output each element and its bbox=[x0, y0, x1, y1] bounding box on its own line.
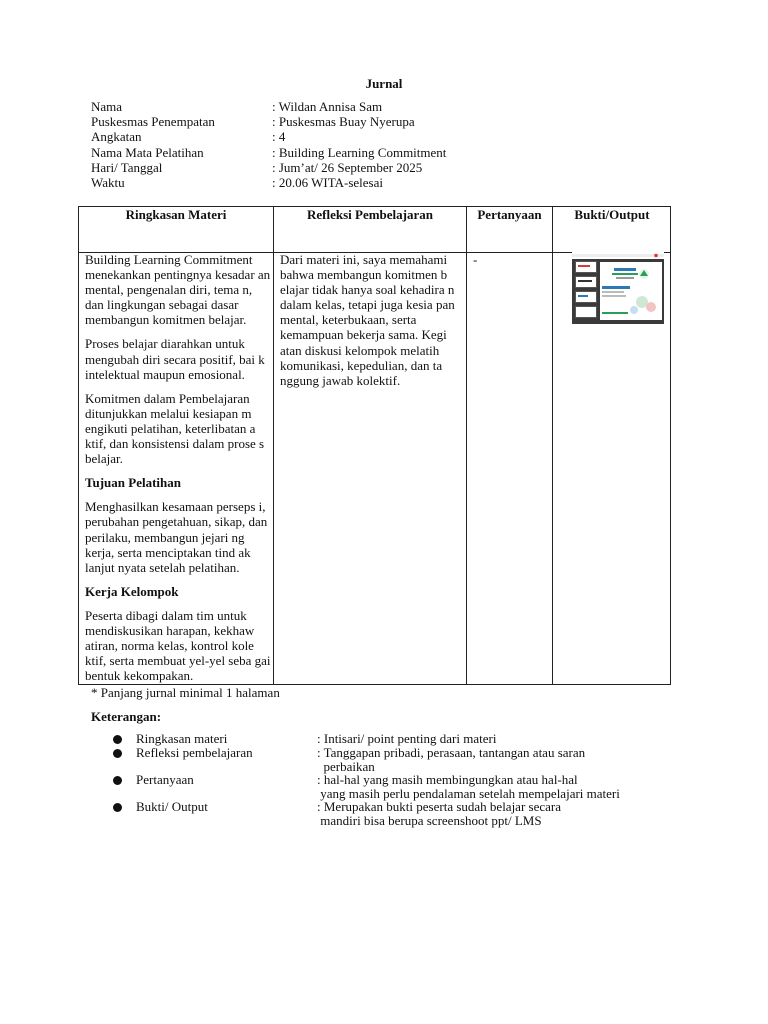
info-value: : 4 bbox=[272, 129, 286, 145]
legend-label: Refleksi pembelajaran bbox=[136, 745, 253, 760]
info-row-mata-pelatihan bbox=[91, 145, 446, 160]
legend-desc-cont: perbaikan bbox=[317, 758, 375, 774]
info-value: : Wildan Annisa Sam bbox=[272, 99, 383, 114]
info-label: Nama Mata Pelatihan bbox=[91, 144, 204, 160]
legend-desc: : Merupakan bukti peserta sudah belajar secara bbox=[317, 799, 562, 814]
legend-desc: : hal-hal yang masih membingungkan atau hal-hal bbox=[317, 772, 578, 787]
legend-label: Ringkasan materi bbox=[136, 731, 228, 746]
note: * Panjang jurnal minimal 1 halaman bbox=[91, 685, 280, 700]
cell-refleksi: Dari materi ini, saya memahami bahwa membangun komitmen b elajar tidak hanya soal kehadira n dalam kelas, tetapi juga kesia pan mental, keterbukaan, serta kemampuan bekerja sama. Kegi atan diskusi kelompok melatih komunikasi, kepedulian, dan ta nggung jawab kolektif. bbox=[280, 252, 455, 388]
bullet-icon bbox=[113, 749, 122, 758]
info-label: Puskesmas Penempatan bbox=[91, 114, 215, 130]
info-row-nama bbox=[91, 99, 446, 114]
ringkasan-paragraph: Menghasilkan kesamaan perseps i, perubahan pengetahuan, sikap, dan perilaku, membangun jejari ng kerja, serta menciptakan tind ak lanjut nyata setelah pelatihan. bbox=[85, 499, 268, 575]
cell-ringkasan bbox=[85, 252, 271, 692]
ringkasan-paragraph: Proses belajar diarahkan untuk mengubah diri secara positif, bai k intelektual maupun emosional. bbox=[85, 336, 265, 382]
legend-desc-cont: mandiri bisa berupa screenshoot ppt/ LMS bbox=[317, 812, 542, 828]
ringkasan-heading-tujuan: Tujuan Pelatihan bbox=[85, 475, 181, 491]
ringkasan-paragraph: Building Learning Commitment menekankan pentingnya kesadar an mental, pengenalan diri, tema n, dan lingkungan sebagai dasar membangun komitmen belajar. bbox=[85, 252, 271, 328]
info-value: : Puskesmas Buay Nyerupa bbox=[272, 114, 415, 130]
legend-label: Bukti/ Output bbox=[136, 799, 208, 814]
info-row-tanggal bbox=[91, 160, 446, 175]
info-value: : Jum’at/ 26 September 2025 bbox=[272, 159, 423, 175]
info-value: : 20.06 WITA-selesai bbox=[272, 174, 383, 190]
info-label: Waktu bbox=[91, 174, 125, 190]
bullet-icon bbox=[113, 803, 122, 812]
header-refleksi: Refleksi Pembelajaran bbox=[306, 207, 433, 222]
info-row-angkatan bbox=[91, 129, 446, 144]
column-divider bbox=[552, 207, 553, 684]
header-ringkasan: Ringkasan Materi bbox=[125, 207, 227, 222]
ringkasan-paragraph: Komitmen dalam Pembelajaran ditunjukkan melalui kesiapan m engikuti pelatihan, keterlibatan a ktif, dan konsistensi dalam prose s belajar. bbox=[85, 390, 265, 467]
column-divider bbox=[273, 207, 274, 684]
journal-table bbox=[78, 206, 671, 685]
column-divider bbox=[466, 207, 467, 684]
info-label: Hari/ Tanggal bbox=[91, 159, 163, 175]
keterangan-title: Keterangan: bbox=[91, 709, 162, 724]
ringkasan-paragraph: Peserta dibagi dalam tim untuk mendiskusikan harapan, kekhaw atiran, norma kelas, kontrol kole ktif, serta membuat yel-yel seba gai bentuk kekompakan. bbox=[85, 607, 271, 684]
info-label: Nama bbox=[91, 99, 123, 114]
bullet-icon bbox=[113, 735, 122, 744]
bullet-icon bbox=[113, 776, 122, 785]
document-title: Jurnal bbox=[365, 76, 403, 91]
legend-desc: : Intisari/ point penting dari materi bbox=[317, 731, 497, 746]
legend-desc: : Tanggapan pribadi, perasaan, tantangan atau saran bbox=[317, 745, 586, 760]
info-row-waktu bbox=[91, 175, 446, 190]
screenshot-thumbnail bbox=[572, 252, 664, 324]
info-block bbox=[91, 99, 446, 190]
cell-pertanyaan: - bbox=[473, 252, 478, 267]
info-row-puskesmas bbox=[91, 114, 446, 129]
info-value: : Building Learning Commitment bbox=[272, 144, 447, 160]
legend-label: Pertanyaan bbox=[136, 772, 194, 787]
info-label: Angkatan bbox=[91, 129, 142, 145]
header-bukti: Bukti/Output bbox=[574, 207, 650, 222]
legend-desc-cont: yang masih perlu pendalaman setelah mempelajari materi bbox=[317, 785, 620, 801]
ringkasan-heading-kerja: Kerja Kelompok bbox=[85, 583, 179, 599]
header-pertanyaan: Pertanyaan bbox=[477, 207, 542, 222]
